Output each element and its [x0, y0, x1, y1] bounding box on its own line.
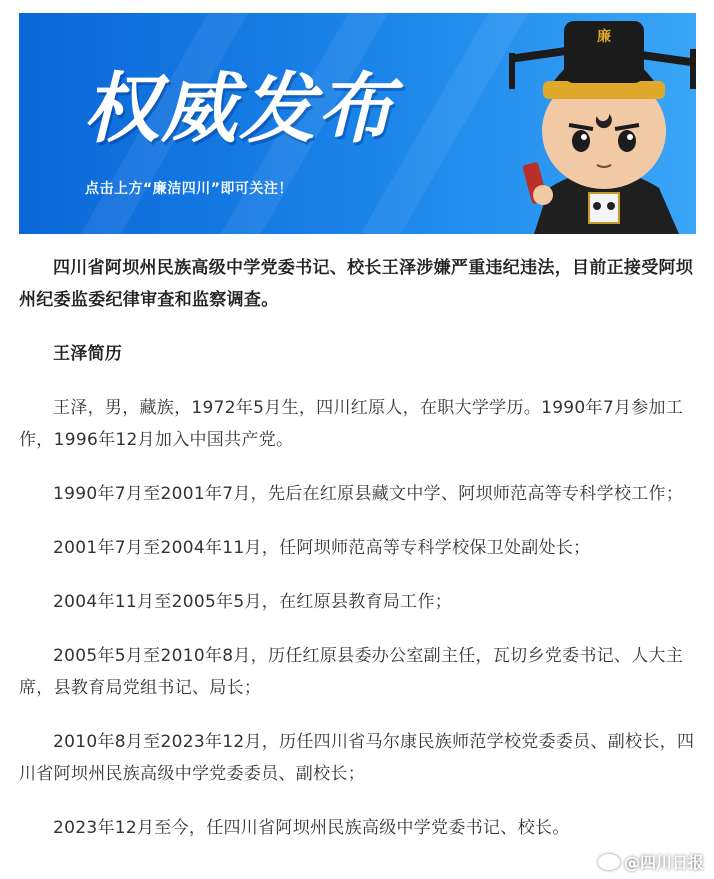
hat-badge: 廉 — [597, 29, 611, 45]
paragraph-bio: 王泽，男，藏族，1972年5月生，四川红原人，在职大学学历。1990年7月参加工作，1996年12月加入中国共产党。 — [19, 398, 684, 450]
article-body — [19, 246, 696, 844]
section-title: 王泽简历 — [53, 344, 123, 364]
paragraph-career-5: 2010年8月至2023年12月，历任四川省马尔康民族师范学校党委委员、副校长，四川省阿坝州民族高级中学党委委员、副校长； — [19, 732, 695, 784]
banner-subtitle: 点击上方“廉洁四川”即可关注！ — [85, 181, 293, 197]
banner — [19, 13, 696, 234]
banner-title: 权威发布 — [83, 64, 395, 153]
watermark — [598, 850, 704, 873]
watermark-text: @四川日报 — [623, 853, 704, 872]
mascot-illustration — [509, 13, 696, 234]
paragraph-career-6: 2023年12月至今，任四川省阿坝州民族高级中学党委书记、校长。 — [53, 818, 570, 838]
paragraph-career-4: 2005年5月至2010年8月，历任红原县委办公室副主任，瓦切乡党委书记、人大主席，县教育局党组书记、局长； — [19, 646, 684, 698]
paragraph-career-1: 1990年7月至2001年7月，先后在红原县藏文中学、阿坝师范高等专科学校工作； — [53, 484, 684, 504]
article-lead: 四川省阿坝州民族高级中学党委书记、校长王泽涉嫌严重违纪违法，目前正接受阿坝州纪委监委纪律审查和监察调查。 — [19, 258, 694, 310]
weibo-icon — [598, 854, 620, 870]
paragraph-career-3: 2004年11月至2005年5月，在红原县教育局工作； — [53, 592, 453, 612]
paragraph-career-2: 2001年7月至2004年11月，任阿坝师范高等专科学校保卫处副处长； — [53, 538, 591, 558]
